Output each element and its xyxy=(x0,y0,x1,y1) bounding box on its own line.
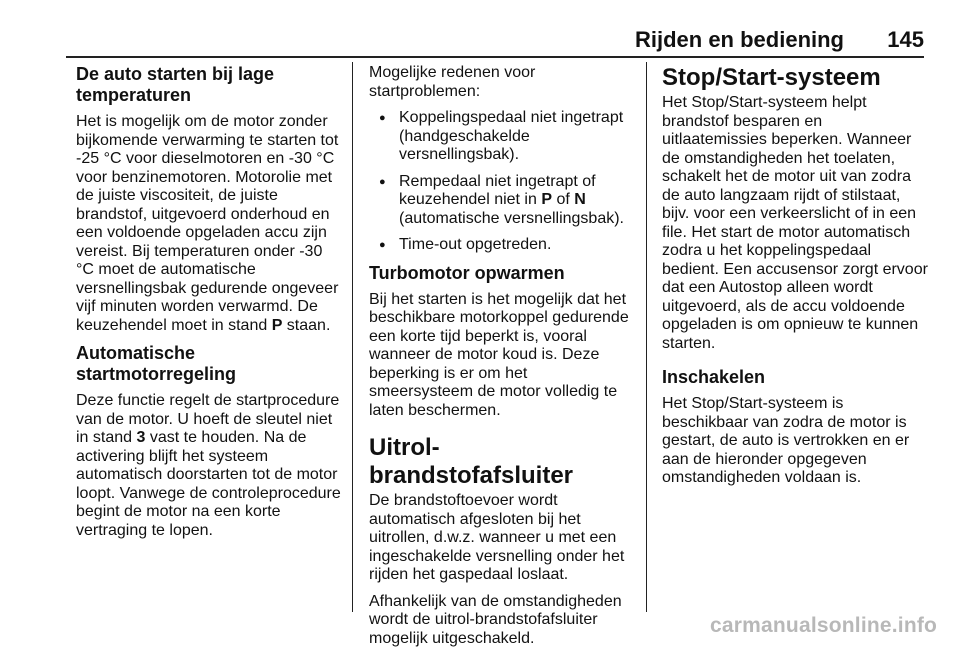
paragraph-auto-starter xyxy=(76,392,344,540)
paragraph-stop-start: Het Stop/Start-systeem helpt brandstof besparen en uitlaatemissies beperken. Wanneer de omstandigheden het toelaten, schakelt het de motor uit van zodra de auto langzaam rijdt of stilstaat, bijv. voor een verkeerslicht of in een file. Het start de motor automatisch zodra u het koppelingspedaal bedient. Een accusensor zorgt ervoor dat een Autostop alleen wordt uitgevoerd, als de accu voldoende opgeladen is om opnieuw te kunnen starten. xyxy=(662,94,928,352)
column-divider-2 xyxy=(646,62,647,612)
paragraph-fuel-1: De brandstoftoevoer wordt automatisch afgesloten bij het uitrollen, d.w.z. wanneer u met een ingeschakelde versnelling onder het rijden het gaspedaal loslaat. xyxy=(369,492,625,583)
bullet-list xyxy=(369,109,635,255)
heading-auto-starter: Automatische startmotorregeling xyxy=(76,343,237,384)
text: staan. xyxy=(282,316,331,334)
heading-fuel-cutoff: Uitrol-brandstofafsluiter xyxy=(369,434,574,489)
heading-turbo: Turbomotor opwarmen xyxy=(369,262,565,283)
page-number: 145 xyxy=(887,27,924,52)
column-2 xyxy=(369,64,635,656)
list-item: ● Time-out opgetreden. xyxy=(369,236,635,255)
heading-stop-start: Stop/Start-systeem xyxy=(662,64,881,91)
heading-activate: Inschakelen xyxy=(662,367,766,387)
list-item: ● Koppelingspedaal niet ingetrapt (handgeschakelde versnellingsbak). xyxy=(369,109,635,165)
bold-text: P xyxy=(271,316,283,334)
paragraph-fuel-2: Afhankelijk van de omstandigheden wordt de uitrol-brandstofafsluiter mogelijk uitgeschakeld. xyxy=(369,592,622,647)
column-1 xyxy=(76,64,344,548)
text: of xyxy=(552,191,575,208)
text: vast te houden. Na de activering blijft het systeem automatisch doorstarten tot de motor loopt. Vanwege de controleprocedure begint de motor na een korte vertraging te lopen. xyxy=(76,429,341,539)
text: Het is mogelijk om de motor zonder bijkomende verwarming te starten tot -25 °C voor dieselmotoren en -30 °C voor benzinemotoren. Motorolie met de juiste viscositeit, de juiste brandstof, uitgevoerd onderhoud en een voldoende opgeladen accu zijn vereist. Bij temperaturen onder -30 °C moet de automatische versnellingsbak gedurende ongeveer vijf minuten worden verwarmd. De keuzehendel moet in stand xyxy=(76,113,339,334)
text: Rempedaal niet ingetrapt of keuzehendel niet in xyxy=(399,172,596,208)
paragraph-turbo: Bij het starten is het mogelijk dat het beschikbare motorkoppel gedurende een korte tijd beperkt is, vooral wanneer de motor koud is. Deze beperking is er om het smeersysteem de motor volledig te laten beschermen. xyxy=(369,290,629,419)
heading-cold-start: De auto starten bij lage temperaturen xyxy=(76,64,275,105)
header-rule xyxy=(66,56,924,58)
text: (automatische versnellingsbak). xyxy=(399,209,624,227)
paragraph-activate: Het Stop/Start-systeem is beschikbaar van zodra de motor is gestart, de auto is vertrokken en er aan de hieronder opgegeven omstandigheden voldaan is. xyxy=(662,395,910,486)
column-3 xyxy=(662,64,928,496)
paragraph-cold-start xyxy=(76,113,344,335)
list-item xyxy=(369,173,635,229)
bold-text: 3 xyxy=(136,429,146,446)
watermark: carmanualsonline.info xyxy=(710,614,938,637)
bold-text: N xyxy=(574,191,586,208)
paragraph-reasons: Mogelijke redenen voor startproblemen: xyxy=(369,64,536,100)
page-header xyxy=(66,22,924,56)
text: Deze functie regelt de startprocedure van de motor. U hoeft de sleutel niet in stand xyxy=(76,392,340,446)
bold-text: P xyxy=(541,191,552,208)
column-divider-1 xyxy=(352,62,353,612)
section-title: Rijden en bediening xyxy=(634,27,844,52)
